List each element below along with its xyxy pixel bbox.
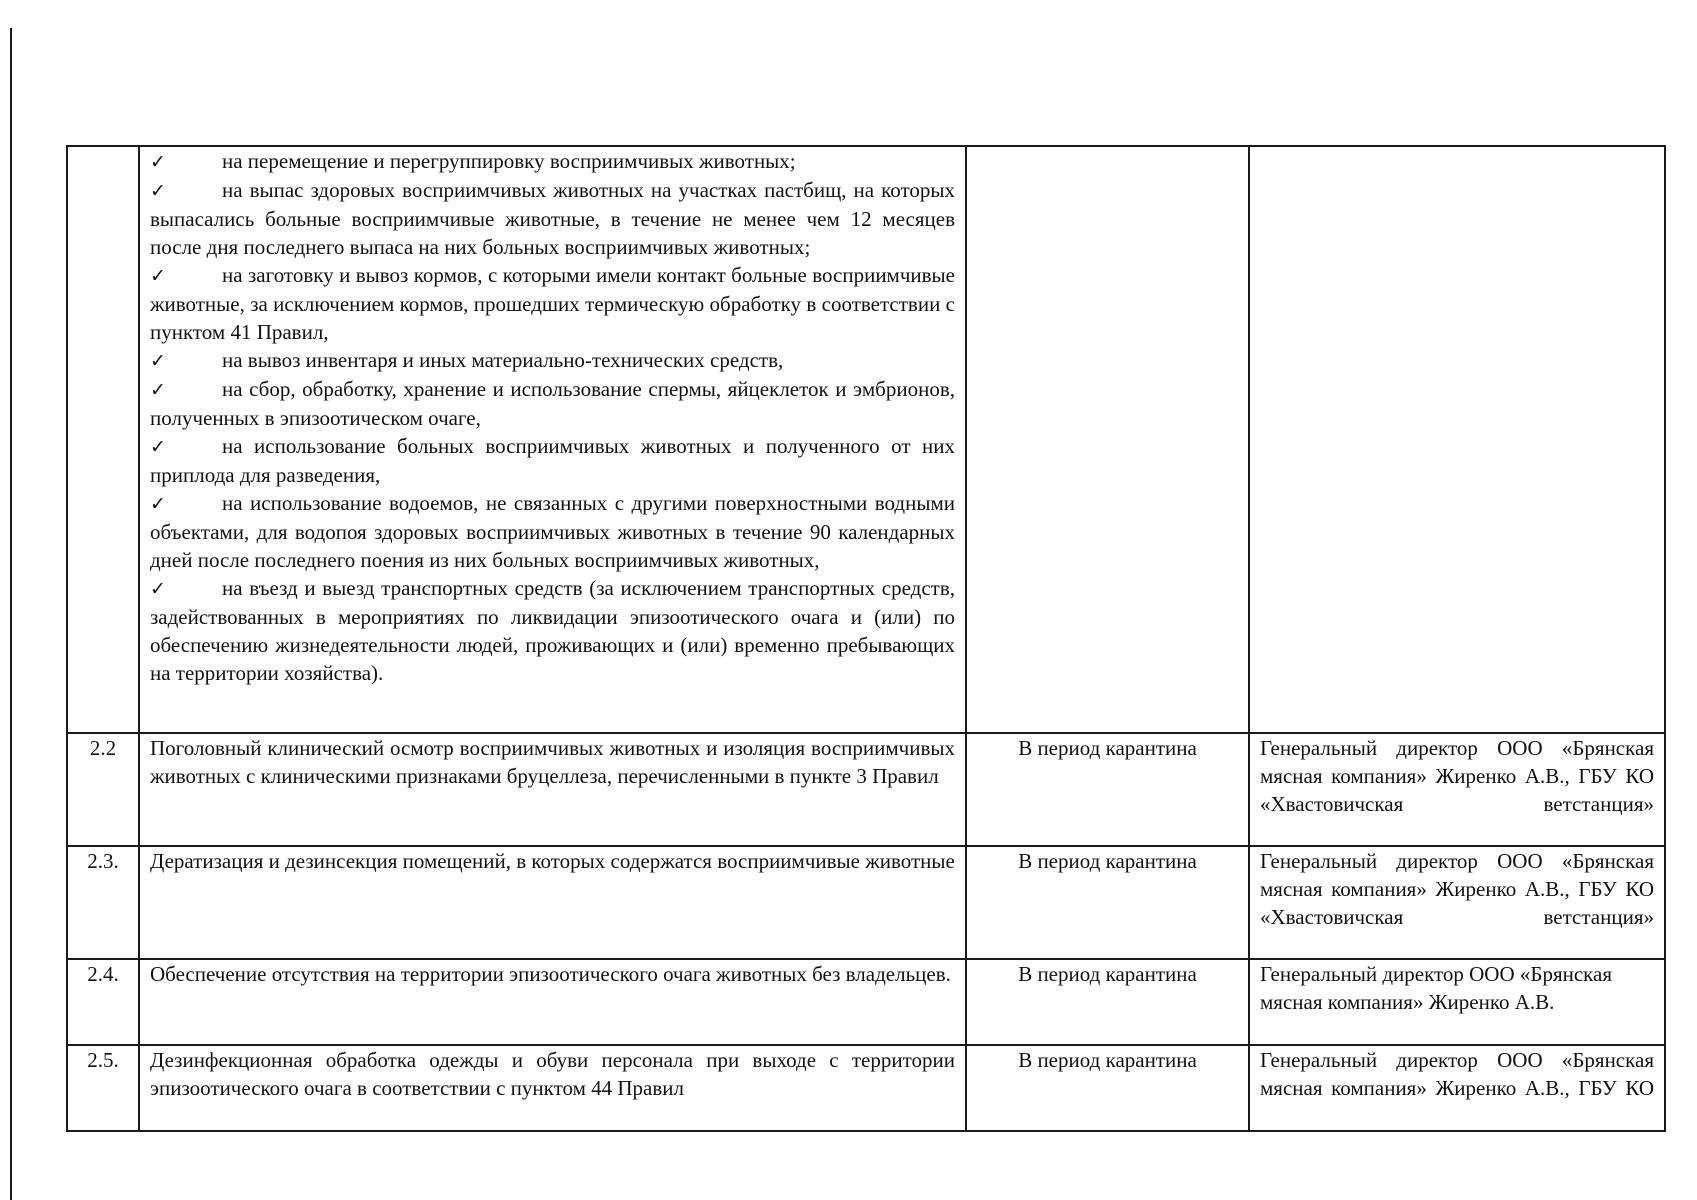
- checkmark-icon: ✓: [150, 578, 166, 600]
- action-cell: Дератизация и дезинсекция помещений, в которых содержатся восприимчивые животные: [139, 846, 966, 959]
- responsible-cell: [1249, 146, 1665, 733]
- action-cell: Дезинфекционная обработка одежды и обуви персонала при выходе с территории эпизоотического очага в соответствии с пунктом 44 Правил: [139, 1045, 966, 1131]
- checkmark-icon: ✓: [150, 436, 166, 458]
- list-item: ✓ на вывоз инвентаря и иных материально-технических средств,: [150, 346, 955, 375]
- term-cell: В период карантина: [966, 1045, 1249, 1131]
- checkmark-icon: ✓: [150, 379, 166, 401]
- list-item: ✓ на перемещение и перегруппировку восприимчивых животных;: [150, 147, 955, 176]
- table-row: [67, 146, 1665, 733]
- table-row: [67, 1045, 1665, 1131]
- table-row: [67, 959, 1665, 1045]
- responsible-cell: Генеральный директор ООО «Брянская мясная компания» Жиренко А.В.: [1249, 959, 1665, 1045]
- term-cell: В период карантина: [966, 959, 1249, 1045]
- list-item: ✓ на заготовку и вывоз кормов, с которыми имели контакт больные восприимчивые животные, за исключением кормов, прошедших термическую обработку в соответствии с пунктом 41 Правил,: [150, 263, 955, 344]
- row-number: 2.5.: [67, 1045, 139, 1131]
- restrictions-list: [139, 146, 966, 733]
- action-cell: Обеспечение отсутствия на территории эпизоотического очага животных без владельцев.: [139, 959, 966, 1045]
- row-number: 2.3.: [67, 846, 139, 959]
- table-row: [67, 733, 1665, 846]
- checkmark-icon: ✓: [150, 265, 166, 287]
- list-item: ✓ на использование водоемов, не связанных с другими поверхностными водными объектами, для водопоя здоровых восприимчивых животных в течение 90 календарных дней после последнего поения из них больных восприимчивых животных,: [150, 491, 955, 572]
- scan-edge-line: [10, 28, 12, 1200]
- responsible-cell: Генеральный директор ООО «Брянская мясная компания» Жиренко А.В., ГБУ КО «Хвастовичская ветстанция»: [1249, 733, 1665, 846]
- checkmark-icon: ✓: [150, 350, 166, 372]
- action-cell: Поголовный клинический осмотр восприимчивых животных и изоляция восприимчивых животных с клиническими признаками бруцеллеза, перечисленными в пункте 3 Правил: [139, 733, 966, 846]
- table-row: [67, 846, 1665, 959]
- list-item: ✓ на выпас здоровых восприимчивых животных на участках пастбищ, на которых выпасались больные восприимчивые животные, в течение не менее чем 12 месяцев после дня последнего выпаса на них больных восприимчивых животных;: [150, 178, 955, 259]
- row-number: 2.4.: [67, 959, 139, 1045]
- responsible-cell: Генеральный директор ООО «Брянская мясная компания» Жиренко А.В., ГБУ КО: [1249, 1045, 1665, 1131]
- responsible-cell: Генеральный директор ООО «Брянская мясная компания» Жиренко А.В., ГБУ КО «Хвастовичская ветстанция»: [1249, 846, 1665, 959]
- list-item: ✓ на въезд и выезд транспортных средств (за исключением транспортных средств, задействованных в мероприятиях по ликвидации эпизоотического очага и (или) по обеспечению жизнедеятельности людей, проживающих и (или) временно пребывающих на территории хозяйства).: [150, 576, 955, 685]
- term-cell: [966, 146, 1249, 733]
- row-number: 2.2: [67, 733, 139, 846]
- checkmark-icon: ✓: [150, 180, 166, 202]
- measures-table: [66, 145, 1666, 1132]
- term-cell: В период карантина: [966, 846, 1249, 959]
- term-cell: В период карантина: [966, 733, 1249, 846]
- checkmark-icon: ✓: [150, 493, 166, 515]
- row-number: [67, 146, 139, 733]
- checkmark-icon: ✓: [150, 151, 166, 173]
- list-item: ✓ на использование больных восприимчивых животных и полученного от них приплода для разведения,: [150, 434, 955, 487]
- list-item: ✓ на сбор, обработку, хранение и использование спермы, яйцеклеток и эмбрионов, полученных в эпизоотическом очаге,: [150, 377, 955, 430]
